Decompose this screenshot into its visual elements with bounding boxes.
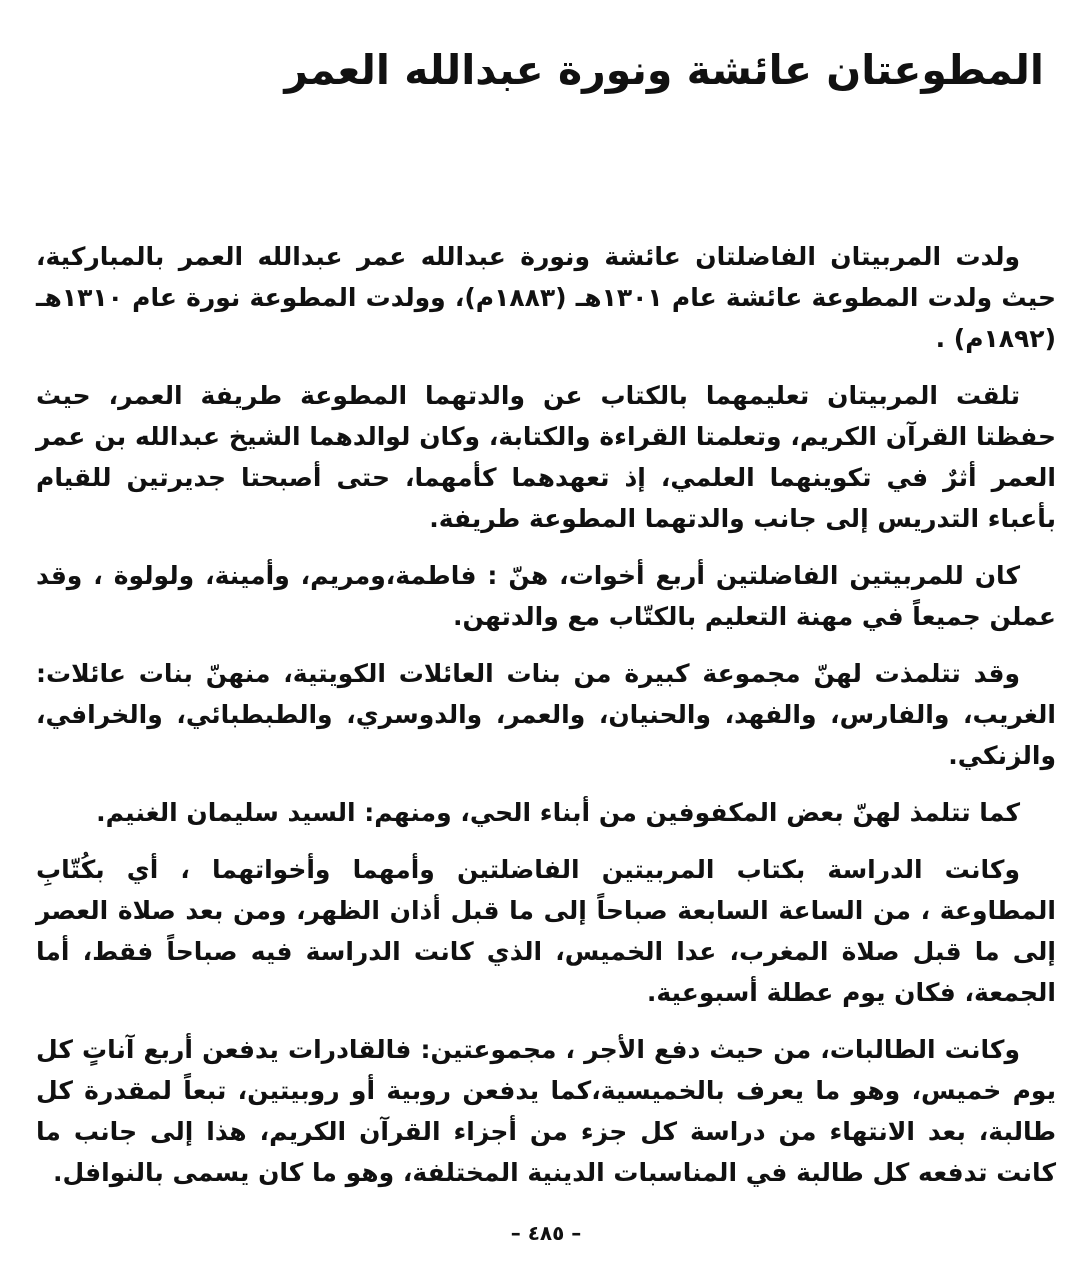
paragraph-blind-students: كما تتلمذ لهنّ بعض المكفوفين من أبناء الحي، ومنهم: السيد سليمان الغنيم. [96,798,1020,827]
paragraph-students: وقد تتلمذت لهنّ مجموعة كبيرة من بنات العائلات الكويتية، منهنّ بنات عائلات: الغريب، والفارس، والفهد، والحنيان، والعمر، والدوسري، والطبطبائي، والخرافي، والزنكي. [36,659,1056,770]
body-text [36,236,1056,1209]
paragraph-education: تلقت المربيتان تعليمهما بالكتاب عن والدتهما المطوعة طريفة العمر، حيث حفظتا القرآن الكريم، وتعلمتا القراءة والكتابة، وكان لوالدهما الشيخ عبدالله بن عمر العمر أثرٌ في تكوينهما العلمي، إذ تعهدهما كأمهما، حتى أصبحتا جديرتين للقيام بأعباء التدريس إلى جانب والدتهما المطوعة طريفة. [36,381,1056,533]
paragraph-birth: ولدت المربيتان الفاضلتان عائشة ونورة عبدالله عمر عبدالله العمر بالمباركية، حيث ولدت المطوعة عائشة عام ١٣٠١هـ (١٨٨٣م)، وولدت المطوعة نورة عام ١٣١٠هـ (١٨٩٢م) . [36,242,1057,353]
paragraph-schedule: وكانت الدراسة بكتاب المربيتين الفاضلتين وأمهما وأخواتهما ، أي بكُتّابِ المطاوعة ، من الساعة السابعة صباحاً إلى ما قبل أذان الظهر، ومن بعد صلاة العصر إلى ما قبل صلاة المغرب، عدا الخميس، الذي كانت الدراسة فيه صباحاً فقط، أما الجمعة، فكان يوم عطلة أسبوعية. [36,855,1056,1007]
page-title: المطوعتان عائشة ونورة عبدالله العمر [284,46,1044,94]
paragraph-fees: وكانت الطالبات، من حيث دفع الأجر ، مجموعتين: فالقادرات يدفعن أربع آناتٍ كل يوم خميس، وهو ما يعرف بالخميسية،كما يدفعن روبية أو روبيتين، تبعاً لمقدرة كل طالبة، بعد الانتهاء من دراسة كل جزء من أجزاء القرآن الكريم، هذا إلى جانب ما كانت تدفعه كل طالبة في المناسبات الدينية المختلفة، وهو ما كان يسمى بالنوافل. [36,1035,1056,1187]
page-number: – ٤٨٥ – [510,1221,582,1245]
paragraph-sisters: كان للمربيتين الفاضلتين أربع أخوات، هنّ : فاطمة،ومريم، وأمينة، ولولوة ، وقد عملن جميعاً في مهنة التعليم بالكتّاب مع والدتهن. [36,561,1056,631]
